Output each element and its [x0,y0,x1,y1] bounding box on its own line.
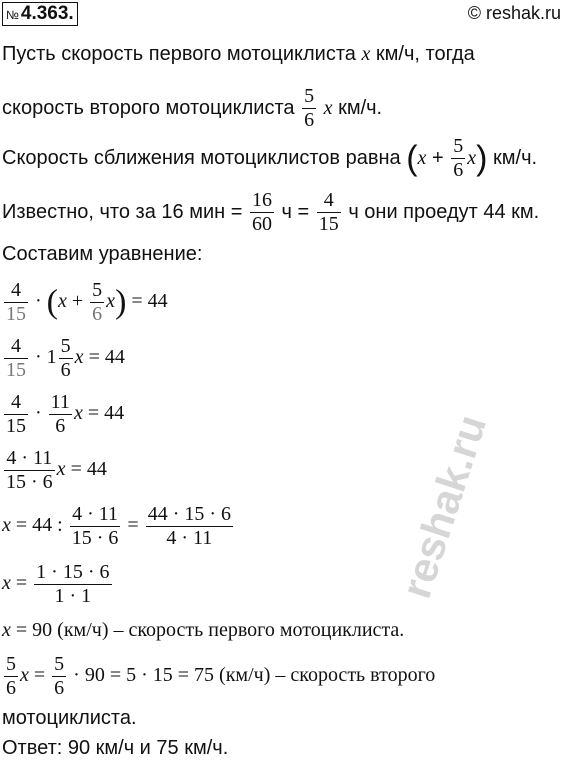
equation-6: x = $\frac{1 \cdot 15 \cdot 6}{1 \cdot 1}$ [2,561,110,607]
text-line-5: Составим уравнение: [2,243,203,265]
fraction-11-6: $\frac{11}{6}$ [50,391,70,437]
paren-close: ) [476,139,488,178]
fraction-4-15: $\frac{4}{15}$ [6,335,26,381]
var-x: x [323,96,333,119]
site-credit: © reshak.ru [467,3,561,23]
line4-tail: ч они проедут 44 км. [348,200,540,223]
text-line-3 [2,136,537,181]
line1-text: Пусть скорость первого мотоциклиста [2,43,356,65]
unit: км/ч. [338,96,383,119]
fraction-4-15: $\frac{4}{15}$ [6,279,26,325]
line1-tail: , тогда [414,43,475,65]
text-line-1 [2,44,475,64]
line2-text: скорость второго мотоциклиста [2,96,295,119]
equation-4: $\frac{4 \cdot 11}{15 \cdot 6}$ x = 44 [6,447,107,493]
equation-3: $\frac{4}{15}$ · $\frac{11}{6}$ x = 44 [6,391,125,437]
plus-sign: + [432,146,444,169]
fraction-5-6: $\frac{5}{6}$ [304,85,315,131]
answer-line: Ответ: 90 км/ч и 75 км/ч. [2,737,229,759]
fraction-divisor: $\frac{4 \cdot 11}{15 \cdot 6}$ [71,503,119,549]
fraction-5-6: $\frac{5}{6}$ [54,653,65,699]
equation-7: x = 90 (км/ч) – скорость первого мотоциклиста. [2,619,405,641]
fraction-5-6: $\frac{5}{6}$ [92,279,103,325]
var-x: x [467,146,477,169]
unit: км/ч. [493,146,538,169]
fraction-44-90: $\frac{4 \cdot 11}{15 \cdot 6}$ [6,447,53,493]
var-x: x [361,43,371,65]
equation-2: $\frac{4}{15}$ · 1 $\frac{5}{6}$ x = 44 [6,335,125,381]
text-line-4 [2,190,539,235]
line4-mid: ч = [281,200,310,223]
fraction-5-6: $\frac{5}{6}$ [453,135,464,181]
text-line-2 [2,86,382,131]
fraction-16-60: $\frac{16}{60}$ [251,189,272,235]
problem-number: 4.363. [20,3,74,24]
paren-open: ( [406,139,418,178]
number-sign: № [6,8,19,22]
equation-8-continued: мотоциклиста. [2,707,137,729]
problem-number-box [2,2,78,26]
line4-text: Известно, что за 16 мин = [2,200,243,223]
watermark: reshak.ru [392,409,496,604]
line3-text: Скорость сближения мотоциклистов равна [2,146,401,169]
fraction-4-15: $\frac{4}{15}$ [318,189,339,235]
unit: км/ч [375,43,415,65]
fraction-5-6: $\frac{5}{6}$ [6,653,16,699]
var-x: x [417,146,427,169]
equation-5: x = 44 : $\frac{4 \cdot 11}{15 \cdot 6}$ = $\frac{44 \cdot 15 \cdot 6}{4 \cdot 11}$ [2,503,232,549]
fraction-4-15: $\frac{4}{15}$ [6,391,26,437]
fraction-result: $\frac{44 \cdot 15 \cdot 6}{4 \cdot 11}$ [147,503,232,549]
fraction-simplified: $\frac{1 \cdot 15 \cdot 6}{1 \cdot 1}$ [36,561,110,607]
fraction-5-6: $\frac{5}{6}$ [60,335,71,381]
equation-8: $\frac{5}{6}$ x = $\frac{5}{6}$ · 90 = 5 · 15 = 75 (км/ч) – скорость второго [6,653,436,699]
equation-1: $\frac{4}{15}$ · (x + $\frac{5}{6}$ x) = 44 [6,279,168,325]
